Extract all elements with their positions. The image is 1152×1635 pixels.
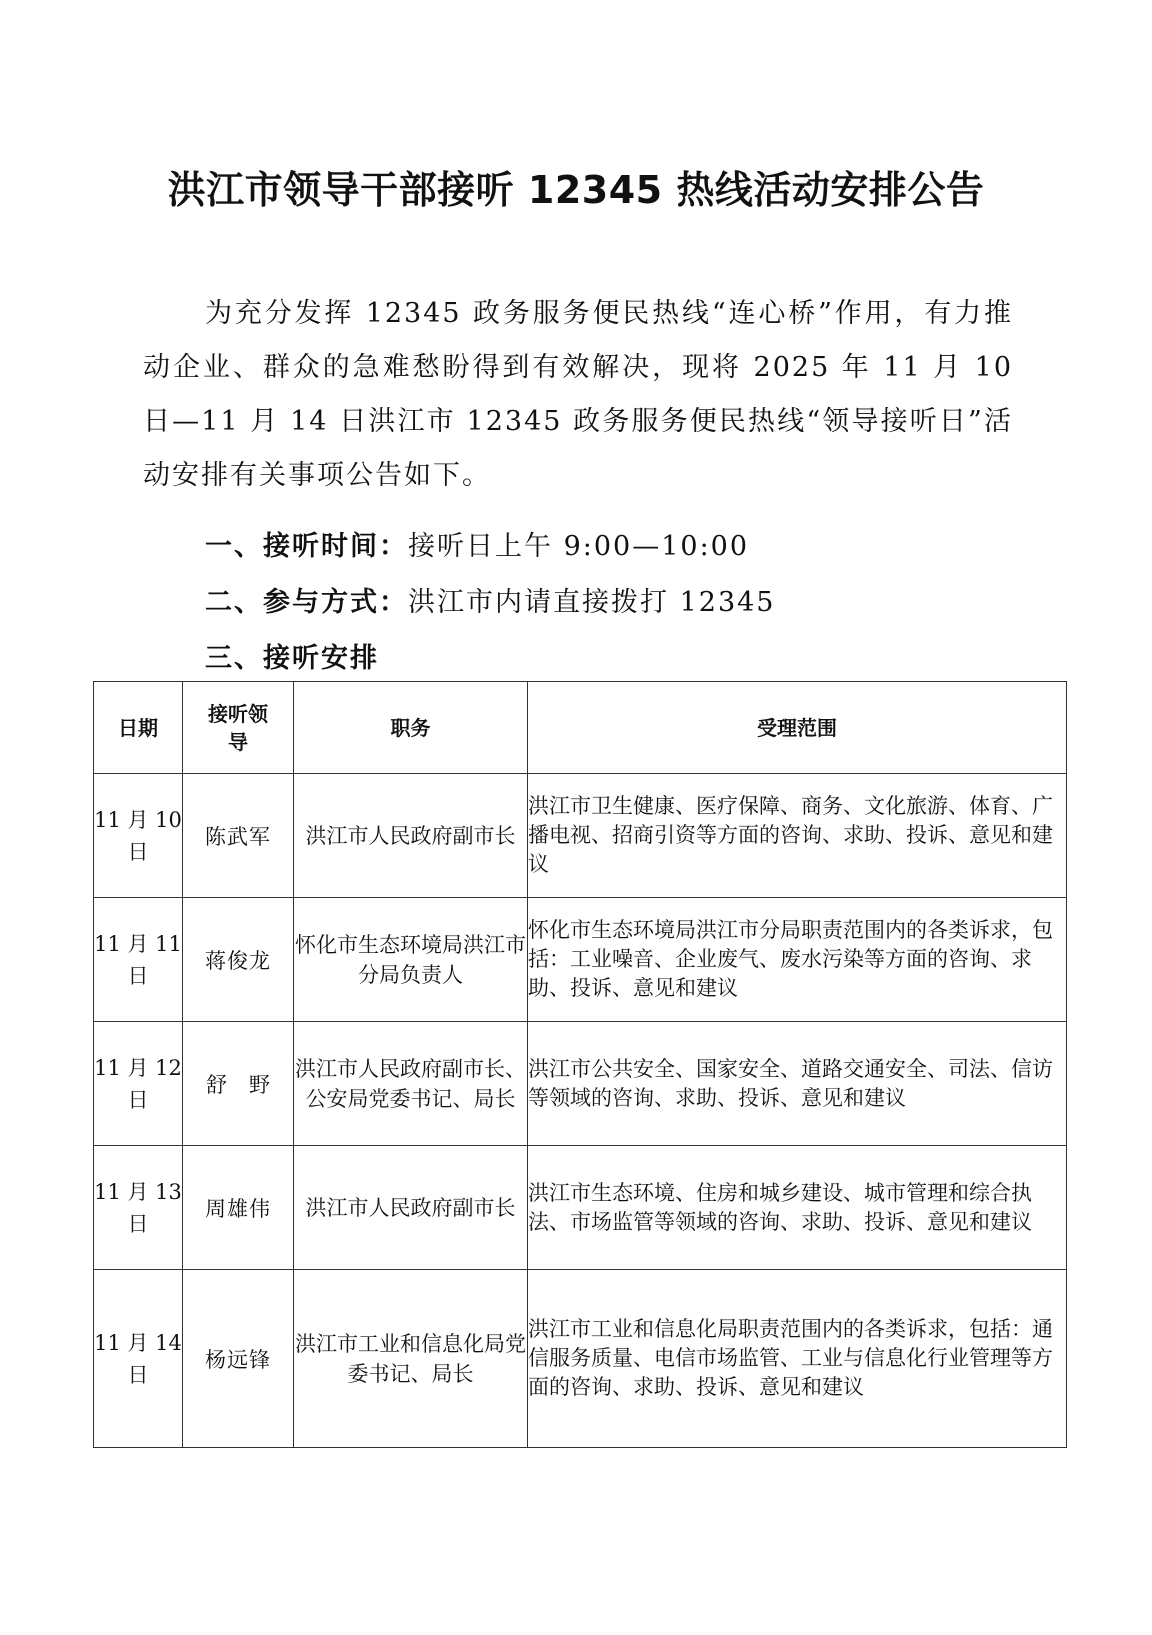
cell-scope: 洪江市工业和信息化局职责范围内的各类诉求，包括：通信服务质量、电信市场监管、工业与信息化行业管理等方面的咨询、求助、投诉、意见和建议: [528, 1270, 1067, 1448]
cell-leader: [183, 1022, 294, 1146]
cell-leader: 蒋俊龙: [183, 898, 294, 1022]
table-header-row: [94, 682, 1067, 774]
cell-position: 洪江市人民政府副市长、公安局党委书记、局长: [294, 1022, 528, 1146]
section-value: 接听日上午 9:00—10:00: [408, 531, 750, 562]
section-label: 一、接听时间：: [205, 531, 408, 562]
header-date: 日期: [94, 682, 183, 774]
cell-position: 洪江市人民政府副市长: [294, 774, 528, 898]
table-row: [94, 1270, 1067, 1448]
section-listening-time: [205, 527, 749, 567]
cell-leader: 周雄伟: [183, 1146, 294, 1270]
intro-paragraph: 为充分发挥 12345 政务服务便民热线“连心桥”作用，有力推动企业、群众的急难愁盼得到有效解决，现将 2025 年 11 月 10 日—11 月 14 日洪江市 12345 政务服务便民热线“领导接听日”活动安排有关事项公告如下。: [143, 298, 1013, 491]
section-schedule-heading: [205, 639, 379, 679]
cell-date: 11 月 14 日: [94, 1270, 183, 1448]
table-row: [94, 1146, 1067, 1270]
cell-scope: 洪江市卫生健康、医疗保障、商务、文化旅游、体育、广播电视、招商引资等方面的咨询、求助、投诉、意见和建议: [528, 774, 1067, 898]
page-title: 洪江市领导干部接听 12345 热线活动安排公告: [167, 168, 985, 212]
cell-scope: 洪江市生态环境、住房和城乡建设、城市管理和综合执法、市场监管等领域的咨询、求助、投诉、意见和建议: [528, 1146, 1067, 1270]
header-position: 职务: [294, 682, 528, 774]
table-row: [94, 898, 1067, 1022]
table-row: [94, 774, 1067, 898]
cell-position: 洪江市人民政府副市长: [294, 1146, 528, 1270]
cell-scope: 洪江市公共安全、国家安全、道路交通安全、司法、信访等领域的咨询、求助、投诉、意见和建议: [528, 1022, 1067, 1146]
cell-leader: 杨远锋: [183, 1270, 294, 1448]
section-value: 洪江市内请直接拨打 12345: [408, 587, 776, 618]
cell-date: 11 月 12 日: [94, 1022, 183, 1146]
section-label: 二、参与方式：: [205, 587, 408, 618]
section-participation: [205, 583, 775, 623]
schedule-table: [93, 681, 1067, 1448]
cell-leader: 陈武军: [183, 774, 294, 898]
header-leader: 接听领导: [183, 682, 294, 774]
cell-position: 洪江市工业和信息化局党委书记、局长: [294, 1270, 528, 1448]
leader-name: 舒野: [206, 1072, 292, 1097]
cell-date: 11 月 11 日: [94, 898, 183, 1022]
header-scope: 受理范围: [528, 682, 1067, 774]
table-row: [94, 1022, 1067, 1146]
section-label: 三、接听安排: [205, 643, 379, 674]
cell-position: 怀化市生态环境局洪江市分局负责人: [294, 898, 528, 1022]
cell-date: 11 月 10 日: [94, 774, 183, 898]
cell-scope: 怀化市生态环境局洪江市分局职责范围内的各类诉求，包括：工业噪音、企业废气、废水污染等方面的咨询、求助、投诉、意见和建议: [528, 898, 1067, 1022]
cell-date: 11 月 13 日: [94, 1146, 183, 1270]
